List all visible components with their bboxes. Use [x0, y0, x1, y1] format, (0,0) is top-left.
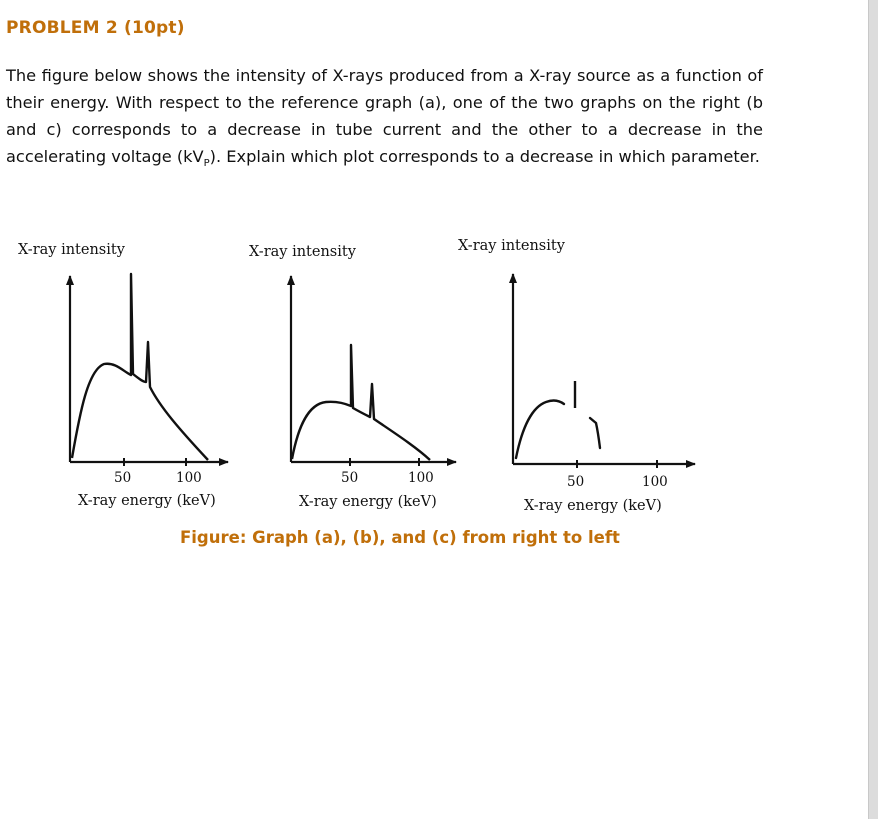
graph-left — [0, 232, 250, 522]
graph-middle-ylabel: X-ray intensity — [249, 244, 356, 260]
graph-middle-tick-50-label: 50 — [341, 470, 359, 486]
graph-right — [450, 232, 700, 522]
graph-middle — [230, 232, 470, 522]
graph-middle-tick-100-label: 100 — [408, 470, 434, 486]
page-right-border — [868, 0, 878, 819]
graph-right-curve-left — [516, 401, 564, 458]
graph-right-tick-50-label: 50 — [567, 474, 585, 490]
graph-left-xlabel: X-ray energy (keV) — [78, 493, 216, 509]
problem-text-part1: The figure below shows the intensity of X-rays produced from a X-ray source as a function of their energy. With respect to the reference graph (a), one of the two graphs on the right (b and c) corresponds to a decrease in tube current and the other to a decrease in the accelerating voltage (kV — [6, 66, 763, 166]
graph-right-tick-100-label: 100 — [642, 474, 668, 490]
problem-text-part2: ). Explain which plot corresponds to a decrease in which parameter. — [209, 147, 760, 166]
graph-right-ylabel: X-ray intensity — [458, 238, 565, 254]
graph-right-curve-right — [590, 418, 600, 448]
graph-right-xlabel: X-ray energy (keV) — [524, 498, 662, 514]
kvp-subscript: P — [203, 158, 210, 170]
problem-heading: PROBLEM 2 (10pt) — [6, 18, 185, 38]
graph-left-tick-50-label: 50 — [114, 470, 132, 486]
problem-text — [6, 62, 763, 177]
figure-caption: Figure: Graph (a), (b), and (c) from right to left — [180, 528, 620, 547]
graph-middle-spectrum-curve — [292, 345, 430, 460]
graph-middle-xlabel: X-ray energy (keV) — [299, 494, 437, 510]
graph-left-tick-100-label: 100 — [176, 470, 202, 486]
graph-left-ylabel: X-ray intensity — [18, 242, 125, 258]
graph-left-spectrum-curve — [72, 274, 208, 460]
